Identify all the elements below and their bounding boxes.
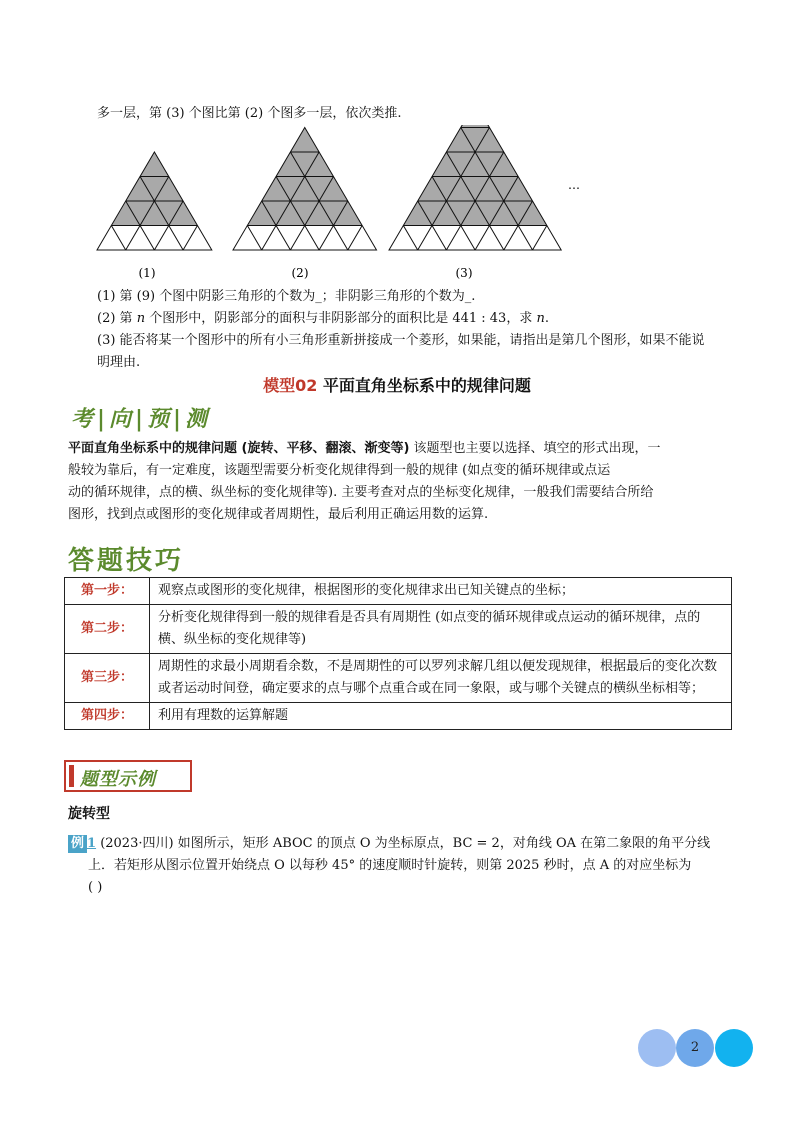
questions-block xyxy=(97,286,737,374)
question-2: (2) 第 n 个图形中，阴影部分的面积与非阴影部分的面积比是 441 : 43，求 n. xyxy=(97,311,549,326)
triangle-figure-1 xyxy=(97,152,212,250)
intro-line: 多一层，第 (3) 个图比第 (2) 个图多一层，依次类推. xyxy=(97,106,402,121)
table-row xyxy=(65,605,732,654)
triangle-figure-3 xyxy=(389,125,561,250)
model-title: 模型02 平面直角坐标系中的规律问题 xyxy=(263,376,531,395)
subheading: 旋转型 xyxy=(68,806,110,822)
shaded-region xyxy=(403,125,546,226)
step-text: 分析变化规律得到一般的规律看是否具有周期性 (如点变的循环规律或点运动的循环规律，点的横、纵坐标的变化规律等) xyxy=(150,605,732,654)
example-line-1: (2023·四川) 如图所示，矩形 ABOC 的顶点 O 为坐标原点，BC = 2，对角线 OA 在第二象限的角平分线 xyxy=(96,836,711,851)
step-text: 利用有理数的运算解题 xyxy=(150,703,732,730)
example-line-3: ( ) xyxy=(88,880,103,895)
figure-label-2: (2) xyxy=(291,266,309,280)
example-number: 1 xyxy=(87,836,97,851)
section-tag xyxy=(64,760,192,792)
decor-circle xyxy=(638,1029,676,1067)
step-label: 第一步： xyxy=(65,578,150,605)
step-text: 周期性的求最小周期看余数，不是周期性的可以罗列求解几组以便发现规律，根据最后的变化次数或者运动时间登，确定要求的点与哪个点重合或在同一象限，或与哪个关键点的横纵坐标相等； xyxy=(150,654,732,703)
table-row xyxy=(65,703,732,730)
figure-label-3: (3) xyxy=(455,266,473,280)
page-number: 2 xyxy=(690,1040,700,1055)
step-text: 观察点或图形的变化规律，根据图形的变化规律求出已知关键点的坐标； xyxy=(150,578,732,605)
example-label: 例 xyxy=(68,835,87,853)
steps-table xyxy=(64,577,732,730)
triangle-figures xyxy=(90,125,590,290)
question-3-cont: 明理由. xyxy=(97,355,141,370)
banner-forecast: 考|向|预|测 xyxy=(71,406,212,432)
step-label: 第三步： xyxy=(65,654,150,703)
question-3: (3) 能否将某一个图形中的所有小三角形重新拼接成一个菱形，如果能，请指出是第几个图形，如果不能说 xyxy=(97,333,705,348)
model-description: 平面直角坐标系中的规律问题 (旋转、平移、翻滚、渐变等) 该题型也主要以选择、填空的形式出现，一 般较为靠后，有一定难度，该题型需要分析变化规律得到一般的规律 (如点变的循环规律或点运 动的循环规律，点的横、纵坐标的变化规律等). 主要考查对点的坐标变化规律，一般我们需要结合所给 图形，找到点或图形的变化规律或者周期性，最后利用正确运用数的运算. xyxy=(68,441,661,522)
page-number-badge xyxy=(638,1029,753,1069)
step-label: 第二步： xyxy=(65,605,150,654)
table-row xyxy=(65,654,732,703)
question-1: (1) 第 (9) 个图中阴影三角形的个数为_；非阴影三角形的个数为_. xyxy=(97,289,476,304)
step-label: 第四步： xyxy=(65,703,150,730)
tag-text: 题型示例 xyxy=(80,769,156,790)
table-row xyxy=(65,578,732,605)
shaded-region xyxy=(111,152,197,226)
example-line-2: 上．若矩形从图示位置开始绕点 O 以每秒 45° 的速度顺时针旋转，则第 2025 秒时，点 A 的对应坐标为 xyxy=(88,858,692,873)
figure-ellipsis: … xyxy=(568,178,580,192)
banner-tips: 答题技巧 xyxy=(68,546,185,576)
decor-circle xyxy=(715,1029,753,1067)
triangle-figure-2 xyxy=(233,128,377,251)
example-block xyxy=(68,833,732,899)
tag-bar xyxy=(69,765,74,787)
figure-label-1: (1) xyxy=(138,266,156,280)
